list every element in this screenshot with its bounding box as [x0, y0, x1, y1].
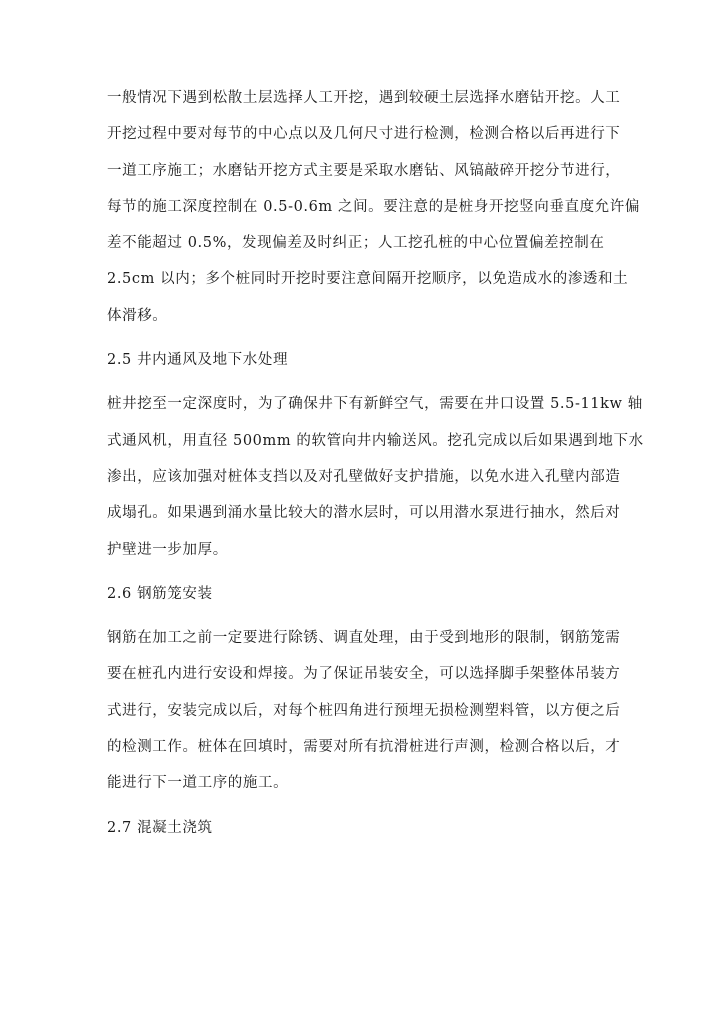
paragraph-line: 一道工序施工；水磨钻开挖方式主要是采取水磨钻、风镐敲碎开挖分节进行，: [107, 162, 621, 179]
paragraph-line: 每节的施工深度控制在 0.5-0.6m 之间。要注意的是桩身开挖竖向垂直度允许偏: [107, 198, 640, 215]
spacer: [107, 802, 627, 810]
paragraph-line: 差不能超过 0.5%，发现偏差及时纠正；人工挖孔桩的中心位置偏差控制在: [107, 235, 605, 252]
paragraph-excavation: [107, 80, 640, 334]
paragraph-line: 要在桩孔内进行安设和焊接。为了保证吊装安全，可以选择脚手架整体吊装方: [107, 666, 621, 683]
section-heading-2-5: 2.5 井内通风及地下水处理: [107, 352, 289, 369]
paragraph-line: 式通风机，用直径 500mm 的软管向井内输送风。挖孔完成以后如果遇到地下水: [107, 432, 644, 449]
paragraph-line: 钢筋在加工之前一定要进行除锈、调直处理，由于受到地形的限制，钢筋笼需: [107, 630, 621, 647]
paragraph-line: 渗出，应该加强对桩体支挡以及对孔壁做好支护措施，以免水进入孔壁内部造: [107, 468, 621, 485]
paragraph-line: 护壁进一步加厚。: [107, 541, 228, 558]
spacer: [107, 378, 627, 386]
paragraph-rebar-cage: [107, 620, 627, 801]
paragraph-line: 体滑移。: [107, 307, 168, 324]
section-heading-2-7: 2.7 混凝土浇筑: [107, 819, 213, 836]
section-heading-2-6: 2.6 钢筋笼安装: [107, 585, 213, 602]
paragraph-line: 开挖过程中要对每节的中心点以及几何尺寸进行检测，检测合格以后再进行下: [107, 126, 621, 143]
paragraph-line: 的检测工作。桩体在回填时，需要对所有抗滑桩进行声测，检测合格以后，才: [107, 739, 621, 756]
spacer: [107, 334, 627, 342]
paragraph-line: 成塌孔。如果遇到涌水量比较大的潜水层时，可以用潜水泵进行抽水，然后对: [107, 505, 621, 522]
paragraph-line: 桩井挖至一定深度时，为了确保井下有新鲜空气，需要在井口设置 5.5-11kw 轴: [107, 396, 643, 413]
spacer: [107, 568, 627, 576]
paragraph-line: 能进行下一道工序的施工。: [107, 775, 289, 792]
spacer: [107, 612, 627, 620]
document-body: [107, 80, 644, 846]
paragraph-line: 2.5cm 以内；多个桩同时开挖时要注意间隔开挖顺序，以免造成水的渗透和土: [107, 271, 629, 288]
paragraph-ventilation: [107, 386, 644, 567]
paragraph-line: 式进行，安装完成以后，对每个桩四角进行预埋无损检测塑料管，以方便之后: [107, 702, 621, 719]
paragraph-line: 一般情况下遇到松散土层选择人工开挖，遇到较硬土层选择水磨钻开挖。人工: [107, 90, 621, 106]
